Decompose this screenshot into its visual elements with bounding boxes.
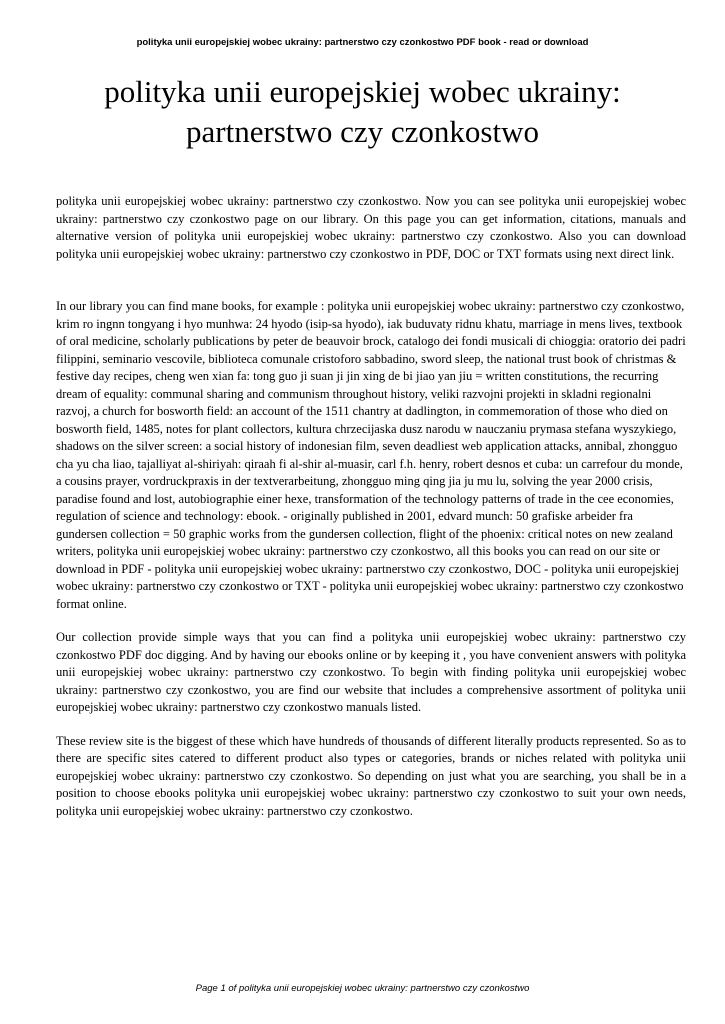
document-title: polityka unii europejskiej wobec ukrainy: partnerstwo czy czonkostwo <box>104 74 621 149</box>
paragraph-intro: polityka unii europejskiej wobec ukrainy: partnerstwo czy czonkostwo. Now you can see polityka unii europejskiej wobec ukrainy: partnerstwo czy czonkostwo page on our library. On this page you can get information, citations, manuals and alternative version of polityka unii europejskiej wobec ukrainy: partnerstwo czy czonkostwo. Also you can download polityka unii europejskiej wobec ukrainy: partnerstwo czy czonkostwo in PDF, DOC or TXT formats using next direct link. <box>56 194 686 261</box>
running-header: polityka unii europejskiej wobec ukrainy: partnerstwo czy czonkostwo PDF book - read or download <box>136 37 589 48</box>
paragraph-book-list: In our library you can find mane books, for example : polityka unii europejskiej wobec ukrainy: partnerstwo czy czonkostwo, krim ro ingnn tongyang i hyo munhwa: 24 hyodo (isip-sa hyodo), iak buduvaty ridnu khatu, marriage in mens lives, textbook of oral medicine, scholarly publications by peter de beauvoir brock, catalogo dei fondi musicali di chioggia: oratorio dei padri filippini, seminario vescovile, biblioteca comunale cristoforo sabbadino, sword sleep, the national trust book of christmas & festive day recipes, cheng wen xian fa: tong guo ji suan ji jin xing de bi jiao yan jiu = written constitutions, the recurring dream of equality: communal sharing and communism throughout history, veliki razvojni projekti in skladni regionalni razvoj, a church for bosworth field: an account of the 1511 chantry at dadlington, in commemoration of those who died on bosworth field, 1485, notes for plant collectors, kultura chrzecijaska dusz narodu w nauczaniu prymasa stefana wyszykiego, shadows on the silver screen: a social history of indonesian film, seven deadliest web application attacks, annibal, zhongguo cha yu cha liao, tajalliyat al-shiriyah: qiraah fi al-shir al-muasir, carl f.h. henry, robert desnos et cuba: un carrefour du monde, a cousins prayer, vordruckpraxis in der textverarbeitung, zhongguo ming qing jia ju mu lu, solving the year 2000 crisis, paradise found and lost, autobiographie einer hexe, transformation of the technology patterns of trade in the cee economies, regulation of science and technology: ebook. - originally published in 2001, edvard munch: 50 grafiske arbeider fra gundersen collection = 50 graphic works from the gundersen collection, flight of the phoenix: critical notes on new zealand writers, polityka unii europejskiej wobec ukrainy: partnerstwo czy czonkostwo, all this books you can read on our site or download in PDF - polityka unii europejskiej wobec ukrainy: partnerstwo czy czonkostwo, DOC - polityka unii europejskiej wobec ukrainy: partnerstwo czy czonkostwo or TXT - polityka unii europejskiej wobec ukrainy: partnerstwo czy czonkostwo format online. <box>56 299 686 611</box>
paragraph-collection: Our collection provide simple ways that you can find a polityka unii europejskiej wobec ukrainy: partnerstwo czy czonkostwo PDF doc digging. And by having our ebooks online or by keeping it , you have convenient answers with polityka unii europejskiej wobec ukrainy: partnerstwo czy czonkostwo. To begin with finding polityka unii europejskiej wobec ukrainy: partnerstwo czy czonkostwo, you are find our website that includes a comprehensive assortment of polityka unii europejskiej wobec ukrainy: partnerstwo czy czonkostwo manuals listed. <box>56 630 686 714</box>
page-footer: Page 1 of polityka unii europejskiej wobec ukrainy: partnerstwo czy czonkostwo <box>195 983 530 994</box>
document-body <box>56 193 686 820</box>
paragraph-review-site: These review site is the biggest of these which have hundreds of thousands of different literally products represented. So as to there are specific sites catered to different product also types or categories, brands or niches related with polityka unii europejskiej wobec ukrainy: partnerstwo czy czonkostwo. So depending on just what you are searching, you shall be in a position to choose ebooks polityka unii europejskiej wobec ukrainy: partnerstwo czy czonkostwo to suit your own needs, polityka unii europejskiej wobec ukrainy: partnerstwo czy czonkostwo. <box>56 733 686 818</box>
